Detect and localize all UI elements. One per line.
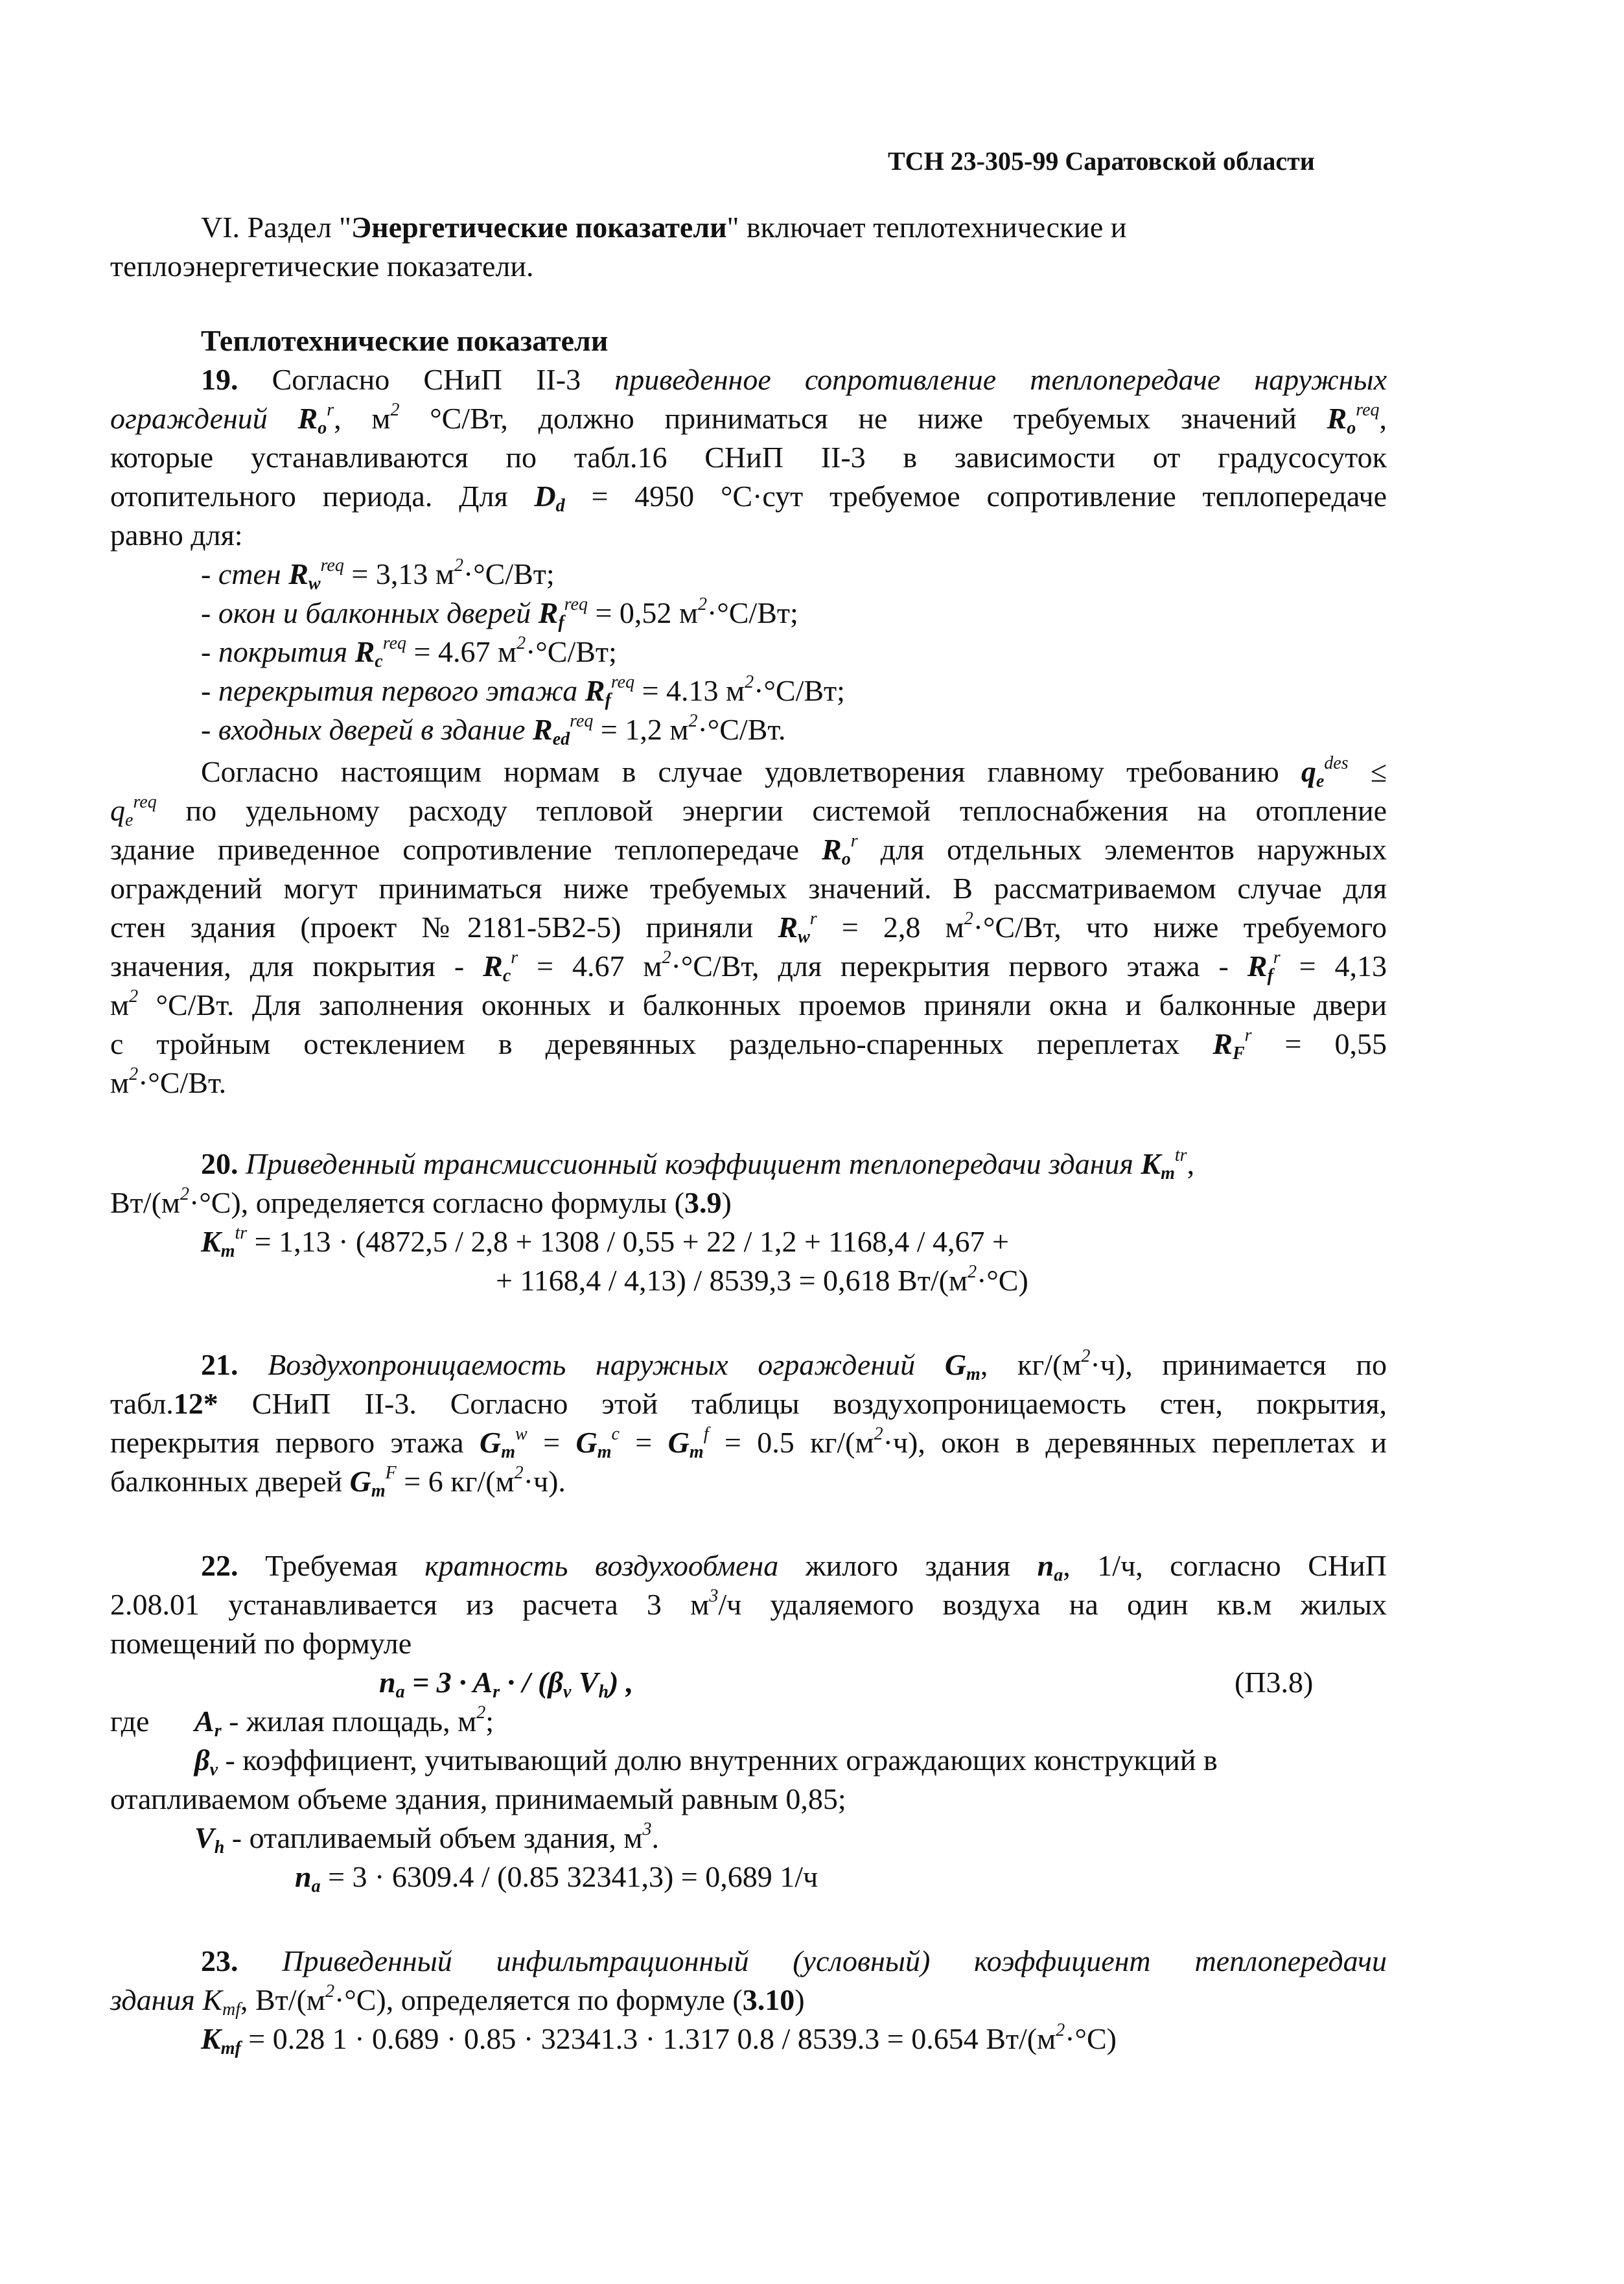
symbol: K [1141, 1147, 1161, 1180]
list-item [201, 593, 798, 633]
header-title: ТСН 23-305-99 Саратовской области [888, 146, 1315, 176]
symbol: K [201, 1225, 221, 1258]
text: значения, для покрытия - [110, 950, 483, 983]
text: стен здания (проект №2181-5В2-5) приняли [110, 911, 778, 944]
italic-term: Воздухопроницаемость наружных ограждений [238, 1348, 945, 1381]
subscript: v [209, 1760, 218, 1780]
p19-cont-line8 [110, 1024, 1387, 1064]
p22-line1 [201, 1546, 1387, 1586]
symbol: R [354, 635, 375, 668]
subscript: v [563, 1682, 572, 1702]
p22-where-line4 [194, 1818, 659, 1858]
subscript: f [1267, 966, 1273, 986]
text: (П3.8) [1235, 1666, 1314, 1699]
text: ·ч), окон в деревянных переплетах и [883, 1426, 1387, 1459]
text: ≤ [1348, 755, 1387, 788]
text: = 0,52 м [587, 596, 699, 629]
subscript: m [220, 1241, 235, 1261]
italic-term: кратность воздухообмена [424, 1549, 779, 1582]
p21-line4 [110, 1462, 566, 1502]
section-vi-line1 [201, 207, 1126, 248]
paragraph-number: 23. [201, 1944, 238, 1977]
item-label: - покрытия [201, 635, 355, 668]
subscript: m [501, 1442, 515, 1462]
text: = 6 кг/(м [396, 1465, 515, 1498]
text: табл. [110, 1387, 174, 1420]
text: ·°С/Вт, для перекрытия первого этажа - [671, 950, 1247, 983]
where-label [110, 1701, 149, 1742]
formula-ref: 3.9 [684, 1186, 722, 1219]
table-ref: 12* [173, 1387, 218, 1420]
text: " включает теплотехнические и [726, 211, 1127, 244]
subscript: m [1161, 1163, 1175, 1183]
paragraph-number: 19. [201, 363, 238, 396]
italic-term: ограждений [110, 402, 298, 435]
text: · / ( [500, 1666, 548, 1699]
text: ·°С/Вт; [754, 674, 845, 707]
symbol: D [534, 480, 556, 513]
text: ) [721, 1186, 732, 1219]
subscript: w [798, 927, 810, 947]
superscript: 2 [454, 555, 463, 576]
symbol: K [201, 2022, 221, 2055]
subscript: m [689, 1442, 704, 1462]
superscript: 2 [514, 1463, 524, 1483]
superscript: 2 [476, 1703, 486, 1723]
text: ·°С) [977, 1264, 1028, 1297]
superscript: 2 [964, 909, 973, 929]
superscript: r [511, 948, 518, 968]
text: ; [485, 1705, 494, 1738]
superscript: 2 [968, 1262, 977, 1282]
superscript: r [1273, 948, 1281, 968]
subscript: r [493, 1682, 500, 1702]
p23-line1 [201, 1941, 1387, 1981]
text: = [619, 1426, 668, 1459]
text: где [110, 1705, 150, 1738]
symbol: R [778, 911, 798, 944]
paragraph-number: 21. [201, 1348, 238, 1381]
superscript: 2 [874, 1424, 883, 1444]
superscript: 2 [390, 400, 400, 420]
text: Вт/(м [110, 1186, 180, 1219]
text: равно для: [110, 519, 243, 552]
paragraph-number: 22. [201, 1549, 238, 1582]
text: ·°С/Вт; [526, 635, 617, 668]
subscript: r [214, 1721, 222, 1741]
subscript: o [318, 418, 327, 438]
item-label: - окон и балконных дверей [201, 596, 539, 629]
superscript: 2 [1056, 2020, 1065, 2040]
superscript: 2 [1081, 1346, 1091, 1366]
list-item [201, 632, 617, 672]
p19-line5 [110, 515, 243, 555]
p19-line4 [110, 476, 1387, 517]
text: по удельному расходу тепловой энергии системой теплоснабжения на отопление [156, 794, 1387, 827]
symbol: G [479, 1426, 502, 1459]
text: Раздел " [240, 211, 351, 244]
text: - жилая площадь, м [221, 1705, 477, 1738]
p21-line1 [201, 1345, 1387, 1385]
symbol: n [295, 1860, 312, 1893]
list-item [201, 554, 555, 594]
superscript: tr [235, 1223, 248, 1243]
p21-line3 [110, 1423, 1387, 1463]
superscript: r [1244, 1025, 1252, 1045]
symbol: G [349, 1465, 371, 1498]
text: = 4.67 м [518, 950, 662, 983]
superscript: 2 [325, 1981, 334, 2001]
p19-cont-line1 [201, 752, 1387, 792]
symbol: R [288, 557, 308, 590]
text: ·°С/Вт; [463, 557, 555, 590]
text: с тройным остеклением в деревянных раздельно-спаренных переплетах [110, 1027, 1213, 1060]
text: ·ч). [523, 1465, 566, 1498]
section-title: Энергетические показатели [351, 211, 727, 244]
symbol: V [194, 1821, 215, 1854]
subscript: m [966, 1364, 980, 1384]
text: = 0.5 кг/(м [708, 1426, 874, 1459]
p22-where-line2 [194, 1740, 1218, 1780]
subscript: mf [220, 2038, 241, 2058]
text: = 4.13 м [634, 674, 745, 707]
text: , [1379, 402, 1387, 435]
symbol: K [202, 1983, 222, 2016]
text: Согласно СНиП II-3 [238, 363, 615, 396]
text: балконных дверей [110, 1465, 350, 1498]
paragraph-number: 20. [201, 1147, 238, 1180]
text: для отдельных элементов наружных [857, 833, 1387, 866]
text: ·°С) [1065, 2022, 1117, 2055]
superscript: f [703, 1424, 709, 1444]
p19-line2 [110, 399, 1387, 439]
subscript: d [555, 496, 565, 516]
text: ) , [609, 1666, 634, 1699]
text: ·ч), принимается по [1090, 1348, 1387, 1381]
p22-formula [379, 1662, 633, 1703]
text: = 3 · [404, 1666, 473, 1699]
p19-cont-line7 [110, 985, 1387, 1025]
superscript: req [1356, 400, 1380, 420]
text: = 3 · 6309.4 / (0.85 32341,3) = 0,689 1/ч [320, 1860, 818, 1893]
text: теплоэнергетические показатели. [110, 250, 534, 283]
superscript: 3 [642, 1819, 652, 1839]
subscript: F [1232, 1043, 1245, 1064]
superscript: 2 [180, 1184, 189, 1204]
formula-number [1235, 1662, 1313, 1703]
symbol: G [944, 1348, 967, 1381]
text: = 4.67 м [406, 635, 517, 668]
superscript: 2 [516, 633, 526, 653]
subscript: h [214, 1837, 225, 1858]
text: ·°С/Вт. [697, 713, 786, 746]
superscript: req [133, 792, 157, 812]
superscript: 2 [745, 672, 754, 692]
text: = 0,55 [1251, 1027, 1387, 1060]
text: °С/Вт. Для заполнения оконных и балконных проемов приняли окна и балконные двери [138, 988, 1387, 1021]
p19-cont-line9 [110, 1063, 226, 1103]
text: - отапливаемый объем здания, м [224, 1821, 643, 1854]
subscript: f [558, 612, 564, 633]
p19-cont-line6 [110, 946, 1387, 986]
text: , [1187, 1147, 1195, 1180]
p23-line2 [110, 1980, 805, 2020]
text: = 2,8 м [817, 911, 964, 944]
symbol: R [1247, 950, 1268, 983]
symbol: G [667, 1426, 690, 1459]
superscript: req [564, 594, 588, 614]
symbol: n [1037, 1549, 1054, 1582]
symbol: R [1327, 402, 1347, 435]
symbol: A [472, 1666, 493, 1699]
subscript: m [371, 1481, 386, 1501]
superscript: 2 [662, 948, 671, 968]
symbol: A [194, 1705, 215, 1738]
text: /ч удаляемого воздуха на один кв.м жилых [718, 1588, 1387, 1621]
symbol: R [538, 596, 559, 629]
italic-term: приведенное сопротивление теплопередаче наружных [614, 363, 1387, 396]
text: , кг/(м [980, 1348, 1082, 1381]
superscript: 2 [698, 594, 708, 614]
text: = 4,13 [1280, 950, 1387, 983]
symbol: V [571, 1666, 599, 1699]
text: ·°С), определяется согласно формулы ( [189, 1186, 684, 1219]
text: = 4950 °С·сут требуемое сопротивление теплопередаче [564, 480, 1387, 513]
text: - коэффициент, учитывающий долю внутренних ограждающих конструкций в [218, 1743, 1218, 1777]
subscript: o [841, 849, 851, 869]
text: ·°С/Вт, что ниже требуемого [973, 911, 1387, 944]
subscript: e [1316, 771, 1325, 791]
symbol: R [533, 713, 553, 746]
page-header [888, 141, 1315, 181]
text: Требуемая [238, 1549, 425, 1582]
text: = [527, 1426, 576, 1459]
symbol: R [822, 833, 842, 866]
superscript: 2 [129, 986, 139, 1007]
heading-text: Теплотехнические показатели [201, 324, 609, 357]
subscript: o [1347, 418, 1356, 438]
superscript: req [570, 711, 594, 731]
text: , 1/ч, согласно СНиП [1063, 1549, 1387, 1582]
superscript: F [385, 1463, 397, 1483]
superscript: des [1324, 753, 1349, 773]
p22-line2 [110, 1585, 1387, 1625]
text: здание приведенное сопротивление теплопередаче [110, 833, 822, 866]
superscript: c [611, 1424, 620, 1444]
superscript: req [382, 633, 407, 653]
p19-cont-line3 [110, 830, 1387, 870]
p22-where-line3 [110, 1779, 846, 1819]
symbol: q [110, 794, 125, 827]
text: жилого здания [778, 1549, 1038, 1582]
text: отапливаемом объеме здания, принимаемый равным 0,85; [110, 1782, 846, 1815]
text: м [110, 1066, 130, 1099]
item-label: - перекрытия первого этажа [201, 674, 585, 707]
symbol: R [585, 674, 605, 707]
symbol: β [548, 1666, 563, 1699]
superscript: r [327, 400, 334, 420]
p22-line3 [110, 1624, 412, 1664]
symbol: R [483, 950, 503, 983]
text: 2.08.01 устанавливается из расчета 3 м [110, 1588, 710, 1621]
p19-line3 [110, 437, 1387, 478]
p22-calc [295, 1857, 818, 1897]
text: перекрытия первого этажа [110, 1426, 480, 1459]
symbol: R [297, 402, 318, 435]
italic-term: здания [110, 1983, 203, 2016]
p20-formula-line2 [496, 1261, 1028, 1301]
p19-cont-line2 [110, 791, 1387, 831]
text: ·°С/Вт; [707, 596, 798, 629]
text: помещений по формуле [110, 1627, 412, 1660]
text: + 1168,4 / 4,13) / 8539,3 = 0,618 Вт/(м [496, 1264, 968, 1297]
subscript: a [395, 1682, 405, 1702]
superscript: r [850, 831, 858, 851]
subscript: mf [222, 1999, 240, 2020]
p19-cont-line5 [110, 907, 1387, 948]
text: ·°С), определяется по формуле ( [334, 1983, 743, 2016]
text: отопительного периода. Для [110, 480, 535, 513]
p19-line1 [201, 360, 1387, 400]
text: °С/Вт, должно приниматься не ниже требуемых значений [399, 402, 1327, 435]
text: , Вт/(м [240, 1983, 325, 2016]
subscript: e [125, 810, 133, 830]
p20-line1 [201, 1144, 1194, 1184]
superscript: 2 [688, 711, 698, 731]
item-label: - входных дверей в здание [201, 713, 533, 746]
p23-formula [201, 2019, 1117, 2059]
text: , м [334, 402, 391, 435]
item-label: - стен [201, 557, 289, 590]
subscript: c [502, 966, 511, 986]
symbol: R [1212, 1027, 1233, 1060]
subscript: a [1054, 1565, 1063, 1585]
text: = 1,13 · (4872,5 / 2,8 + 1308 / 0,55 + 22 / 1,2 + 1168,4 / 4,67 + [247, 1225, 1009, 1258]
subscript: h [598, 1682, 609, 1702]
subscript: ed [552, 729, 570, 749]
text: м [110, 988, 130, 1021]
symbol: n [379, 1666, 396, 1699]
symbol: β [194, 1743, 210, 1777]
symbol: G [575, 1426, 597, 1459]
text: . [651, 1821, 659, 1854]
italic-term: Приведенный инфильтрационный (условный) коэффициент теплопередачи [238, 1944, 1387, 1977]
superscript: 3 [709, 1586, 719, 1606]
subscript: f [605, 690, 611, 710]
text: ограждений могут приниматься ниже требуемых значений. В рассматриваемом случае для [110, 872, 1387, 905]
subscript: w [308, 574, 321, 594]
subheading [201, 321, 608, 361]
superscript: req [610, 672, 635, 692]
list-item [201, 671, 845, 711]
section-vi-line2 [110, 246, 534, 286]
text: = 0.28 1 · 0.689 · 0.85 · 32341.3 · 1.317 0.8 / 8539.3 = 0.654 Вт/(м [240, 2022, 1056, 2055]
p20-formula-line1 [201, 1222, 1009, 1262]
superscript: req [320, 555, 344, 576]
subscript: m [597, 1442, 612, 1462]
text: Согласно настоящим нормам в случае удовлетворения главному требованию [201, 755, 1301, 788]
list-item [201, 710, 786, 750]
formula-ref: 3.10 [742, 1983, 795, 2016]
symbol: q [1301, 755, 1316, 788]
italic-term: Приведенный трансмиссионный коэффициент теплопередачи здания [238, 1147, 1141, 1180]
text: СНиП II-3. Согласно этой таблицы воздухопроницаемость стен, покрытия, [218, 1387, 1387, 1420]
superscript: r [809, 909, 817, 929]
p19-cont-line4 [110, 868, 1387, 909]
subscript: c [375, 651, 383, 671]
section-number: VI. [201, 211, 240, 244]
p20-line2 [110, 1183, 732, 1223]
text: ·°С/Вт. [138, 1066, 227, 1099]
text: которые устанавливаются по табл.16 СНиП II-3 в зависимости от градусосуток [110, 441, 1387, 474]
text: = 1,2 м [593, 713, 689, 746]
superscript: 2 [129, 1064, 139, 1084]
superscript: tr [1174, 1145, 1187, 1165]
p21-line2 [110, 1384, 1387, 1424]
p22-where-line1 [194, 1701, 494, 1742]
superscript: w [515, 1424, 528, 1444]
text: = 3,13 м [343, 557, 454, 590]
text: ) [795, 1983, 805, 2016]
subscript: a [311, 1876, 321, 1896]
